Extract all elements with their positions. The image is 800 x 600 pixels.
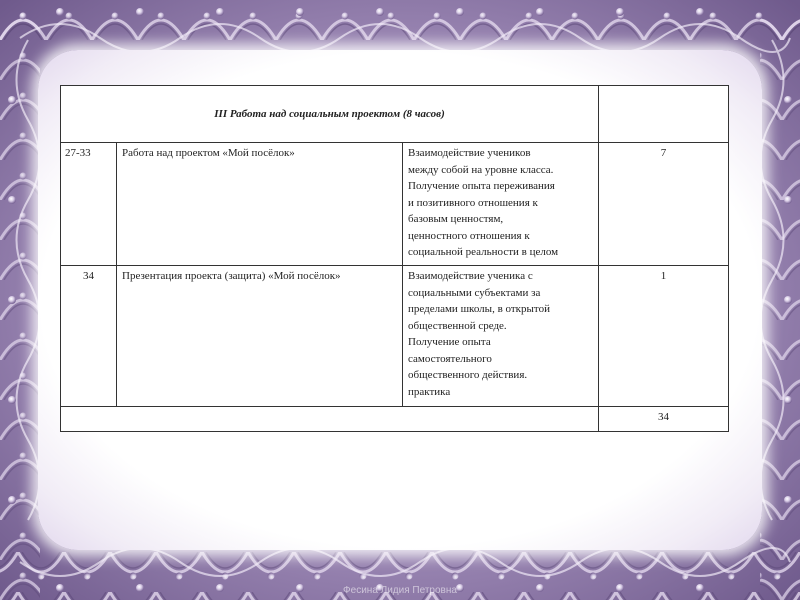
lesson-number: 34 <box>61 266 117 407</box>
table-row <box>61 266 729 407</box>
description-line: базовым ценностям, <box>408 213 504 225</box>
description-line: и позитивного отношения к <box>408 196 538 209</box>
total-label-cell <box>61 407 599 432</box>
description-line: пределами школы, в открытой <box>408 303 550 315</box>
description-line: общественного действия. <box>408 369 528 381</box>
table-row <box>61 143 729 266</box>
lesson-topic: Работа над проектом «Мой посёлок» <box>117 143 403 266</box>
lesson-topic: Презентация проекта (защита) «Мой посёлок» <box>117 266 403 407</box>
total-row <box>61 407 729 432</box>
lesson-plan-table <box>60 85 729 432</box>
description-line: практика <box>408 385 451 398</box>
description-line: Взаимодействие ученика с <box>408 270 533 282</box>
lesson-description <box>403 143 599 266</box>
description-line: социальными субъектами за <box>408 286 541 299</box>
description-line: общественной среде. <box>408 319 507 332</box>
lesson-number: 27-33 <box>61 143 117 266</box>
section-title: III Работа над социальным проектом (8 часов) <box>61 86 599 143</box>
section-header-empty-cell <box>599 86 729 143</box>
lesson-hours: 7 <box>599 143 729 266</box>
description-line: ценностного отношения к <box>408 229 530 242</box>
section-header-row <box>61 86 729 143</box>
author-credit: Фесина Лидия Петровна <box>343 585 457 596</box>
description-line: между собой на уровне класса. <box>408 163 554 176</box>
lesson-hours: 1 <box>599 266 729 407</box>
description-line: социальной реальности в целом <box>408 246 559 258</box>
description-line: самостоятельного <box>408 352 492 365</box>
description-line: Получение опыта <box>408 336 491 348</box>
description-line: Взаимодействие учеников <box>408 147 531 159</box>
lesson-description <box>403 266 599 407</box>
total-hours: 34 <box>599 407 729 432</box>
description-line: Получение опыта переживания <box>408 180 555 192</box>
